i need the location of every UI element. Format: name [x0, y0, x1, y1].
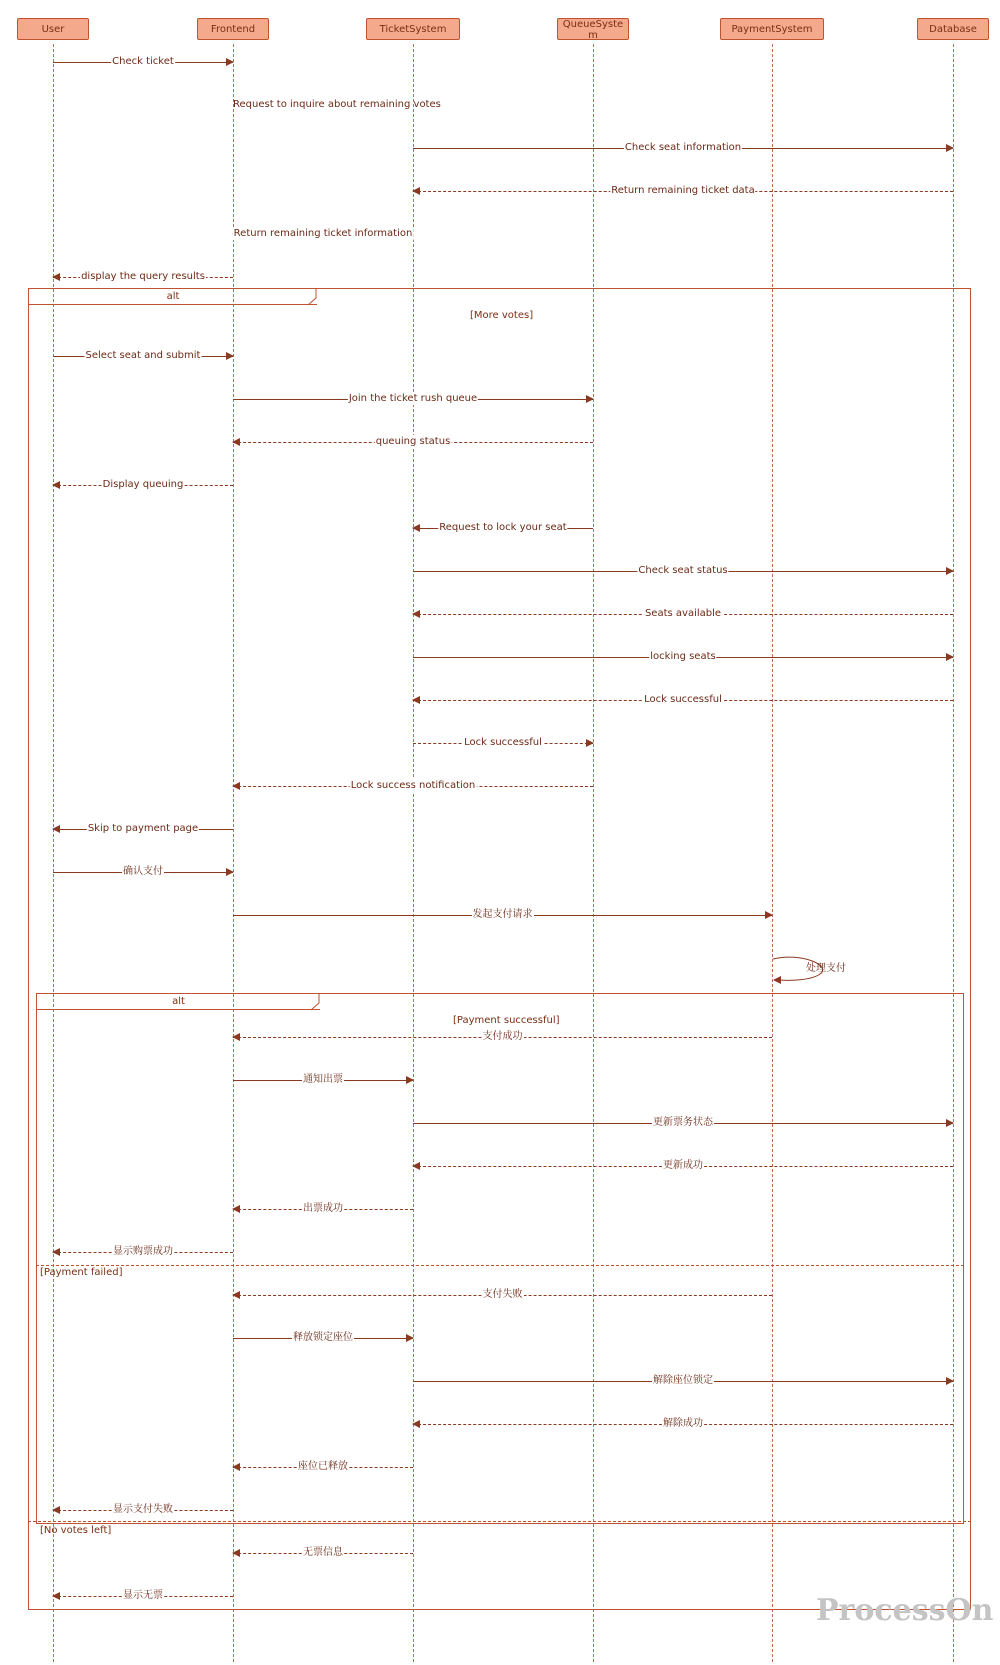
message-label: 支付失败 — [482, 1289, 523, 1300]
arrowhead-icon — [412, 524, 420, 532]
processon-watermark: ProcessOn — [816, 1593, 994, 1628]
message-label: 无票信息 — [303, 1547, 343, 1558]
message-label: Select seat and submit — [85, 350, 201, 361]
message-label: 显示购票成功 — [113, 1246, 173, 1257]
arrowhead-icon — [765, 911, 773, 919]
message-label: 显示无票 — [123, 1590, 163, 1601]
arrowhead-icon — [946, 1119, 954, 1127]
message-label: Seats available — [644, 608, 722, 619]
message-label: 释放锁定座位 — [293, 1332, 353, 1343]
arrowhead-icon — [226, 58, 234, 66]
arrowhead-icon — [52, 825, 60, 833]
arrowhead-icon — [412, 187, 420, 195]
message-label: Check seat information — [624, 142, 742, 153]
message-label: 解除座位锁定 — [653, 1375, 713, 1386]
message-label: Return remaining ticket data — [611, 185, 755, 196]
message-label: Display queuing — [102, 479, 184, 490]
alt-guard-payment-failed: [Payment failed] — [40, 1267, 123, 1278]
message-label: Lock successful — [644, 694, 722, 705]
message-label: Check ticket — [112, 56, 174, 67]
actor-payment-system: PaymentSystem — [720, 18, 824, 40]
message-label: 显示支付失败 — [113, 1504, 173, 1515]
message-label: Lock successful — [464, 737, 542, 748]
message-label: 发起支付请求 — [472, 909, 533, 920]
alt-divider-outer — [28, 1521, 971, 1522]
alt-fragment-inner-tab-corner — [311, 993, 323, 1011]
arrowhead-icon — [946, 1377, 954, 1385]
message-label: 出票成功 — [303, 1203, 343, 1214]
arrowhead-icon — [406, 1076, 414, 1084]
actor-queue-system: QueueSyste m — [557, 18, 629, 40]
message-label: 更新票务状态 — [653, 1117, 713, 1128]
message-label: queuing status — [375, 436, 451, 447]
actor-database: Database — [917, 18, 989, 40]
arrowhead-icon — [232, 1463, 240, 1471]
arrowhead-icon — [412, 610, 420, 618]
message-label: Join the ticket rush queue — [348, 393, 478, 404]
self-message-process-payment-label: 处理支付 — [806, 963, 846, 974]
message-label: locking seats — [650, 651, 716, 662]
message-label: display the query results — [81, 271, 205, 282]
alt-divider-inner — [36, 1265, 964, 1266]
actor-ticket-system: TicketSystem — [366, 18, 460, 40]
alt-guard-no-votes-left: [No votes left] — [40, 1525, 112, 1536]
alt-fragment-inner-keyword: alt — [172, 996, 185, 1007]
actor-user: User — [17, 18, 89, 40]
arrowhead-icon — [232, 1549, 240, 1557]
alt-fragment-outer-tab-corner — [308, 288, 320, 306]
arrowhead-icon — [52, 1248, 60, 1256]
message-label: Skip to payment page — [87, 823, 199, 834]
alt-fragment-outer-tab — [29, 289, 317, 305]
arrowhead-icon — [406, 1334, 414, 1342]
message-label: 支付成功 — [482, 1031, 523, 1042]
message-label: 解除成功 — [663, 1418, 703, 1429]
alt-fragment-inner-tab — [37, 994, 320, 1010]
arrowhead-icon — [946, 144, 954, 152]
message-label: 确认支付 — [123, 866, 163, 877]
message-label: 更新成功 — [663, 1160, 703, 1171]
arrowhead-icon — [946, 567, 954, 575]
arrowhead-icon — [232, 438, 240, 446]
arrowhead-icon — [226, 352, 234, 360]
alt-guard-payment-successful: [Payment successful] — [453, 1015, 560, 1026]
alt-guard-more-votes: [More votes] — [470, 310, 534, 321]
message-label: Check seat status — [638, 565, 728, 576]
message-request-inquire-label: Request to inquire about remaining votes — [233, 99, 441, 110]
arrowhead-icon — [232, 782, 240, 790]
arrowhead-icon — [412, 696, 420, 704]
arrowhead-icon — [412, 1420, 420, 1428]
arrowhead-icon — [226, 868, 234, 876]
message-label: Request to lock your seat — [439, 522, 567, 533]
arrowhead-icon — [52, 273, 60, 281]
arrowhead-icon — [586, 739, 594, 747]
actor-frontend: Frontend — [197, 18, 269, 40]
alt-fragment-outer-keyword: alt — [166, 291, 180, 302]
arrowhead-icon — [232, 1033, 240, 1041]
alt-fragment-inner — [36, 993, 964, 1524]
arrowhead-icon — [412, 1162, 420, 1170]
arrowhead-icon — [52, 1592, 60, 1600]
arrowhead-icon — [946, 653, 954, 661]
message-label: Return remaining ticket information — [233, 228, 413, 239]
arrowhead-icon — [52, 481, 60, 489]
arrowhead-icon — [52, 1506, 60, 1514]
message-label: Lock success notification — [350, 780, 476, 791]
arrowhead-icon — [232, 1291, 240, 1299]
arrowhead-icon — [232, 1205, 240, 1213]
message-label: 座位已释放 — [298, 1461, 348, 1472]
message-label: 通知出票 — [303, 1074, 343, 1085]
arrowhead-icon — [586, 395, 594, 403]
